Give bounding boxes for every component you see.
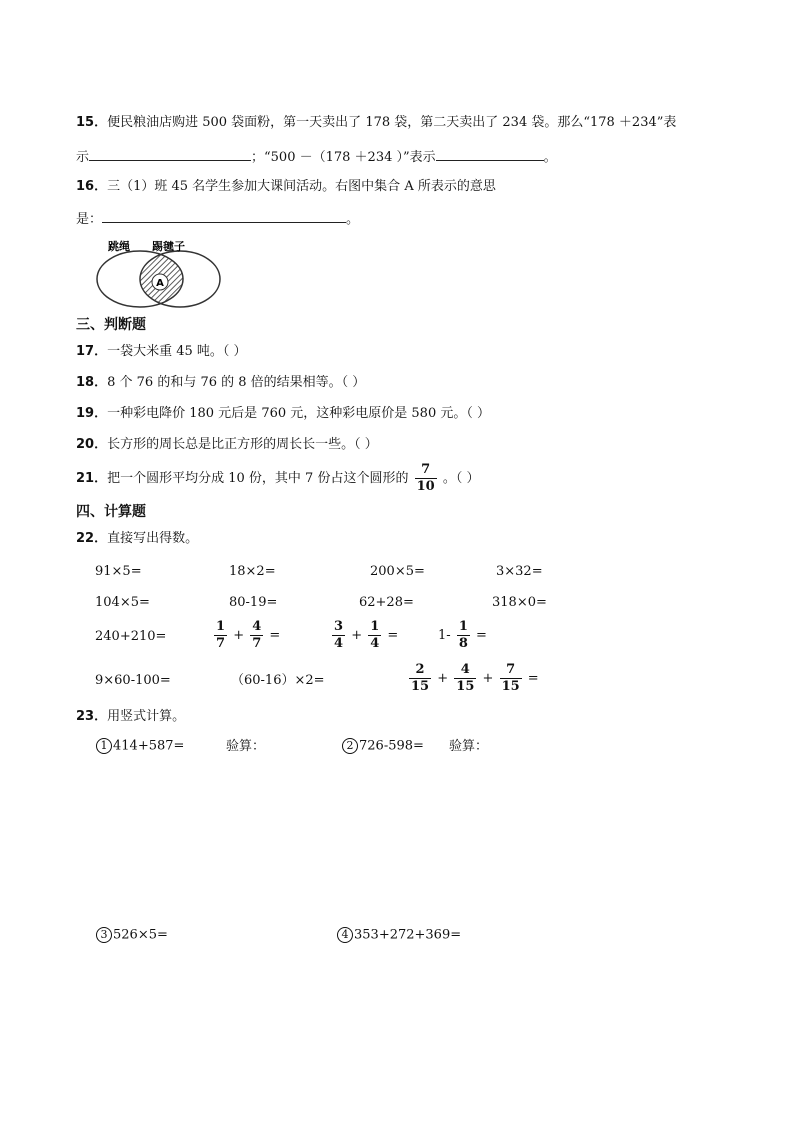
- right-set-label: 踢毽子: [152, 240, 185, 253]
- question-21: 21．把一个圆形平均分成 10 份，其中 7 份占这个圆形的 $\frac{7}{10}$ 。（ ）: [76, 462, 480, 494]
- answer-blank[interactable]: [102, 210, 346, 223]
- calc-item-fraction: $\frac{3}{4}$ + $\frac{1}{4}$ =: [334, 619, 399, 651]
- question-number: 15: [76, 115, 95, 130]
- calc-item: 62+28=: [359, 595, 414, 610]
- calc-item: 200×5=: [370, 564, 425, 579]
- question-16-line2: 是： 。: [76, 212, 360, 227]
- vertical-calc-item: 1 414+587=: [96, 738, 184, 754]
- question-number: 16: [76, 179, 95, 194]
- calc-item: 3×32=: [496, 564, 543, 579]
- question-15: 15．便民粮油店购进 500 袋面粉，第一天卖出了 178 袋，第二天卖出了 234 袋。那么“178 ＋234”表: [76, 115, 677, 130]
- calc-item: 240+210=: [95, 629, 167, 644]
- question-19: 19．一种彩电降价 180 元后是 760 元，这种彩电原价是 580 元。（ ）: [76, 406, 490, 421]
- left-set-label: 跳绳: [108, 240, 130, 253]
- vertical-calc-item: 4 353+272+369=: [337, 927, 461, 943]
- venn-diagram: [94, 236, 226, 310]
- question-15-line2: 示 ；“500 －（178 ＋234 ）”表示 。: [76, 150, 557, 165]
- check-label: 验算：: [226, 739, 266, 754]
- question-18: 18．8 个 76 的和与 76 的 8 倍的结果相等。（ ）: [76, 375, 366, 390]
- question-20: 20．长方形的周长总是比正方形的周长长一些。（ ）: [76, 437, 378, 452]
- section-title: 四、计算题: [76, 504, 146, 520]
- question-22: 22．直接写出得数。: [76, 531, 199, 546]
- question-text: 三（1）班 45 名学生参加大课间活动。右图中集合 A 所表示的意思: [107, 179, 496, 194]
- calc-item: 18×2=: [229, 564, 276, 579]
- calc-item: （60-16）×2=: [231, 673, 325, 688]
- fraction: $\frac{7}{10}$: [416, 462, 435, 494]
- calc-item: 91×5=: [95, 564, 142, 579]
- question-23: 23．用竖式计算。: [76, 709, 186, 724]
- calc-item: 80-19=: [229, 595, 278, 610]
- question-16: 16．三（1）班 45 名学生参加大课间活动。右图中集合 A 所表示的意思: [76, 179, 496, 194]
- calc-item-fraction: 1- $\frac{1}{8}$ =: [438, 619, 487, 651]
- calc-item: 104×5=: [95, 595, 150, 610]
- question-text: 便民粮油店购进 500 袋面粉，第一天卖出了 178 袋，第二天卖出了 234 袋。那么“178 ＋234”表: [107, 115, 677, 130]
- calc-item-fraction: $\frac{2}{15}$ + $\frac{4}{15}$ + $\frac{7}{15}$ =: [411, 662, 539, 694]
- calc-item: 9×60-100=: [95, 673, 171, 688]
- set-a-label: A: [156, 278, 164, 289]
- vertical-calc-item: 2 726-598=: [342, 738, 424, 754]
- answer-blank[interactable]: [89, 148, 251, 161]
- check-label: 验算：: [449, 739, 489, 754]
- calc-item-fraction: $\frac{1}{7}$ + $\frac{4}{7}$ =: [216, 619, 281, 651]
- vertical-calc-item: 3 526×5=: [96, 927, 168, 943]
- calc-item: 318×0=: [492, 595, 547, 610]
- section-title: 三、判断题: [76, 317, 146, 333]
- answer-blank[interactable]: [436, 148, 544, 161]
- question-17: 17．一袋大米重 45 吨。（ ）: [76, 344, 247, 359]
